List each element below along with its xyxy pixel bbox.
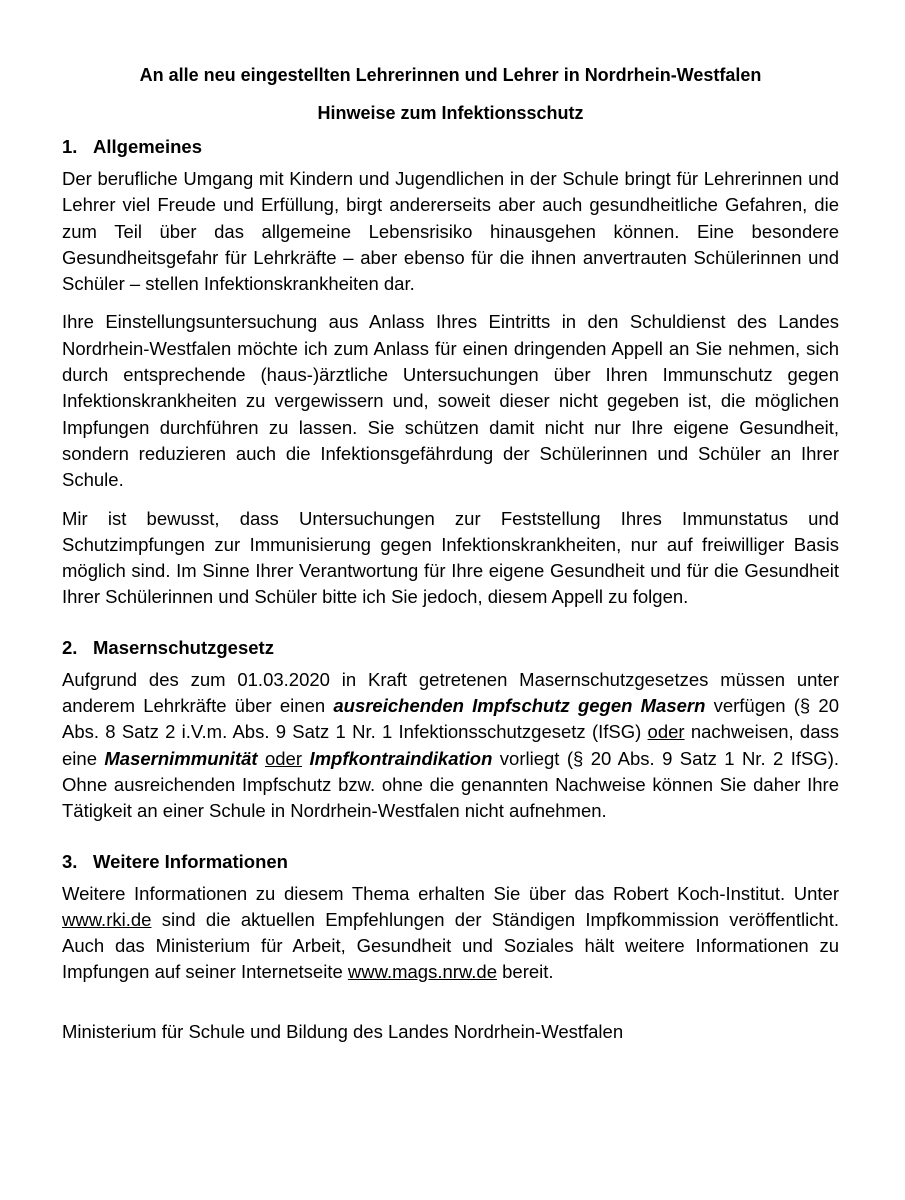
rki-link[interactable]: www.rki.de [62,908,152,930]
section-3-number: 3. [62,850,78,872]
section-3-paragraph [62,881,839,986]
signature-ministry: Ministerium für Schule und Bildung des Landes Nordrhein-Westfalen [62,1020,624,1042]
section-2-title: Masernschutzgesetz [93,636,274,658]
section-3-title: Weitere Informationen [93,850,288,872]
emphasis-contraindication: Impfkontraindikation [309,747,493,769]
underlined-oder: oder [264,747,303,769]
emphasis-measles-immunity: Masernimmunität [104,747,258,769]
document-subtitle: Hinweise zum Infektionsschutz [317,103,584,123]
text-run: bereit. [497,961,554,983]
section-2-number: 2. [62,636,78,658]
section-2-heading [62,635,839,661]
text-run: verfügen (§ 20 Abs. 8 Satz 2 i.V.m. Abs. 9 Satz 1 Nr. 1 Infektionsschutzgesetz (IfSG) [62,695,839,743]
text-run: nachweisen, dass eine [62,721,839,769]
text-run: Weitere Informationen zu diesem Thema erhalten Sie über das Robert Koch-Institut. Unter [62,882,839,904]
section-1-title: Allgemeines [93,136,202,157]
emphasis-measles-protection: ausreichenden Impfschutz gegen Masern [333,695,706,717]
section-1-paragraph-2: Ihre Einstellungsuntersuchung aus Anlass Ihres Eintritts in den Schuldienst des Landes Nordrhein-Westfalen möchte ich zum Anlass für einen dringenden Appell an Sie nehmen, sich durch entsprechende (haus-)ärztliche Untersuchungen über Ihren Immunschutz gegen Infektionskrankheiten zu vergewissern und, soweit dieser nicht gegeben ist, die möglichen Impfungen durchführen zu lassen. Sie schützen damit nicht nur Ihre eigene Gesundheit, sondern reduzieren auch die Infektionsgefährdung der Schülerinnen und Schüler an Ihrer Schule. [62,311,839,491]
section-2-paragraph [62,667,839,825]
section-1-number: 1. [62,136,78,157]
text-run: vorliegt (§ 20 Abs. 9 Satz 1 Nr. 2 IfSG). Ohne ausreichenden Impfschutz bzw. ohne die genannten Nachweise können Sie daher Ihre Tätigkeit an einer Schule in Nordrhein-Westfalen nicht aufnehmen. [62,747,840,822]
underlined-oder: oder [647,721,685,743]
document-page [62,62,839,1045]
text-run: Aufgrund des zum 01.03.2020 in Kraft getretenen Masernschutzgesetzes müssen unter anderem Lehrkräfte über einen [62,668,839,717]
section-1-paragraph-3: Mir ist bewusst, dass Untersuchungen zur Feststellung Ihres Immunstatus und Schutzimpfungen zur Immunisierung gegen Infektionskrankheiten, nur auf freiwilliger Basis möglich sind. Im Sinne Ihrer Verantwortung für Ihre eigene Gesundheit und für die Gesundheit Ihrer Schülerinnen und Schüler bitte ich Sie jedoch, diesem Appell zu folgen. [62,507,839,608]
section-1-paragraph-1: Der berufliche Umgang mit Kindern und Jugendlichen in der Schule bringt für Lehrerinnen und Lehrer viel Freude und Erfüllung, birgt andererseits aber auch gesundheitliche Gefahren, die zum Teil über das allgemeine Lebensrisiko hinausgehen können. Eine besondere Gesundheitsgefahr für Lehrkräfte – aber ebenso für die ihnen anvertrauten Schülerinnen und Schüler – stellen Infektionskrankheiten dar. [62,168,839,295]
text-run [258,748,265,769]
section-1-heading [62,134,839,160]
mags-link[interactable]: www.mags.nrw.de [347,961,497,983]
text-run: sind die aktuellen Empfehlungen der Ständigen Impfkommission veröffentlicht. Auch das Ministerium für Arbeit, Gesundheit und Soziales hält weitere Informationen zu Impfungen auf seiner Internetseite [62,908,839,983]
section-3-heading [62,849,839,875]
document-title: An alle neu eingestellten Lehrerinnen und Lehrer in Nordrhein-Westfalen [139,65,762,85]
